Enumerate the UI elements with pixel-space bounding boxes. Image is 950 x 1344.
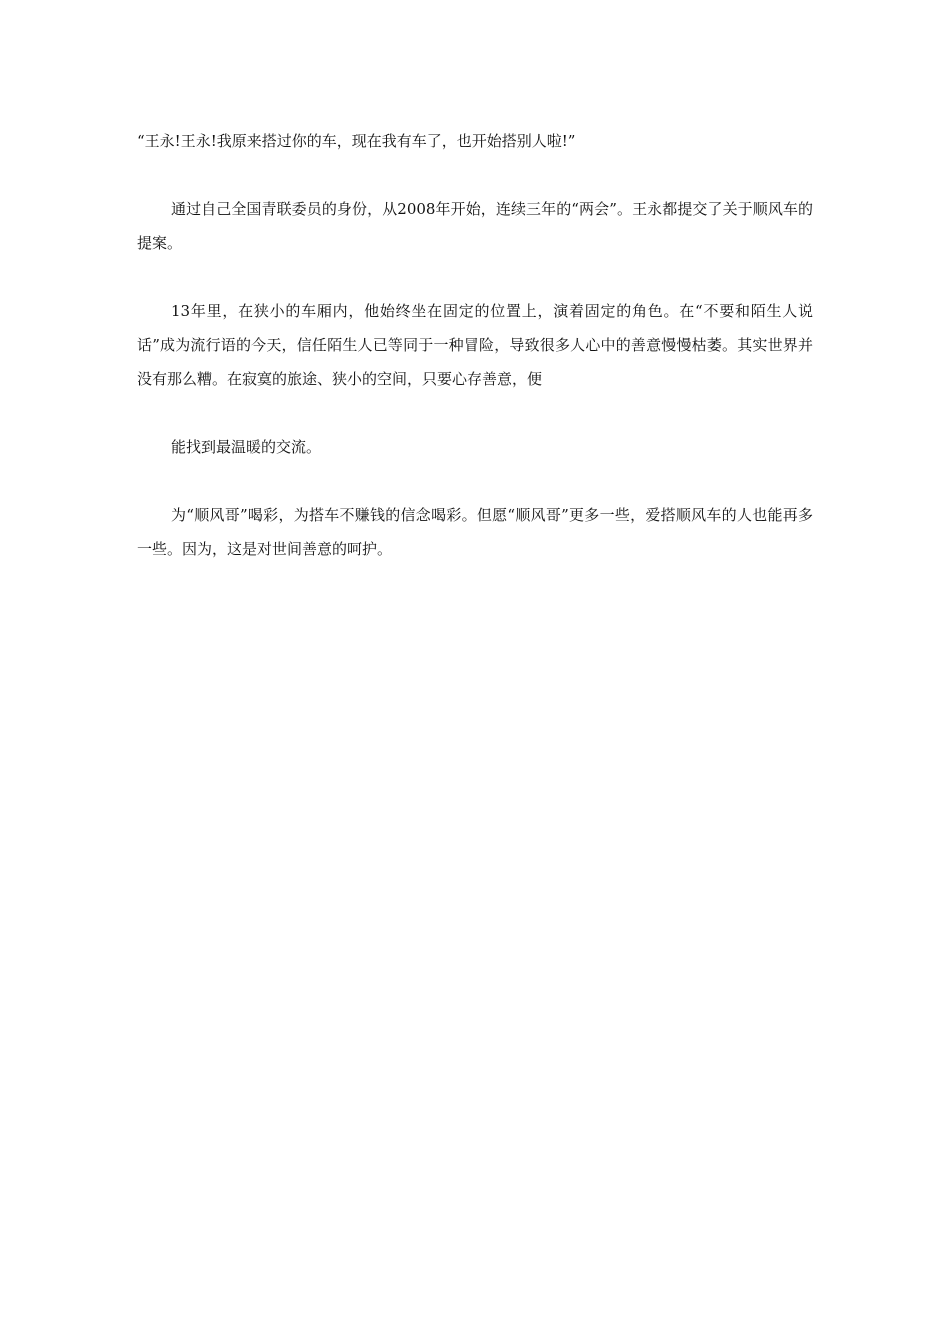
paragraph-proposal: 通过自己全国青联委员的身份，从2008年开始，连续三年的“两会”。王永都提交了关于顺风车的提案。 bbox=[137, 200, 813, 252]
paragraph-warm-exchange: 能找到最温暖的交流。 bbox=[171, 438, 322, 456]
paragraph-cheer: 为“顺风哥”喝彩，为搭车不赚钱的信念喝彩。但愿“顺风哥”更多一些，爱搭顺风车的人也能再多一些。因为，这是对世间善意的呵护。 bbox=[137, 506, 813, 558]
paragraph-quote: “王永!王永!我原来搭过你的车，现在我有车了，也开始搭别人啦!” bbox=[137, 132, 576, 150]
paragraph-thirteen-years: 13年里，在狭小的车厢内，他始终坐在固定的位置上，演着固定的角色。在“不要和陌生人说话”成为流行语的今天，信任陌生人已等同于一种冒险，导致很多人心中的善意慢慢枯萎。其实世界并没有那么糟。在寂寞的旅途、狭小的空间，只要心存善意，便 bbox=[137, 302, 813, 388]
document-body bbox=[137, 124, 813, 600]
